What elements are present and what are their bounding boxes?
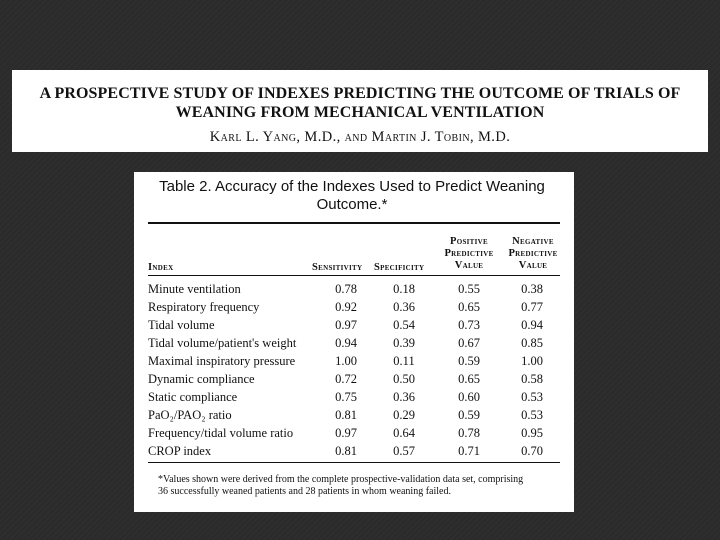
table-row: [148, 388, 560, 406]
paper-header: [12, 70, 708, 152]
cell-specificity: 0.54: [393, 318, 415, 332]
cell-npv: 0.77: [521, 300, 543, 314]
cell-index: Maximal inspiratory pressure: [148, 354, 296, 368]
cell-ppv: 0.73: [458, 318, 480, 332]
header-index: Index: [148, 262, 174, 273]
cell-sensitivity: 0.94: [335, 336, 357, 350]
table-figure: [134, 172, 574, 512]
cell-index: Dynamic compliance: [148, 372, 255, 386]
table-bottom-rule: [148, 462, 560, 463]
cell-specificity: 0.18: [393, 282, 415, 296]
cell-ppv: 0.55: [458, 282, 480, 296]
cell-sensitivity: 1.00: [335, 354, 357, 368]
cell-sensitivity: 0.81: [335, 408, 357, 422]
cell-ppv: 0.59: [458, 408, 480, 422]
paper-title: [12, 70, 708, 122]
cell-specificity: 0.64: [393, 426, 415, 440]
table-header-rule: [148, 275, 560, 276]
cell-sensitivity: 0.75: [335, 390, 357, 404]
cell-npv: 1.00: [521, 354, 543, 368]
header-ppv: [434, 236, 504, 272]
cell-ppv: 0.67: [458, 336, 480, 350]
cell-ppv: 0.65: [458, 372, 480, 386]
cell-ppv: 0.65: [458, 300, 480, 314]
table-row: [148, 406, 560, 424]
header-ppv-line2: Predictive: [444, 248, 494, 259]
table-row: [148, 334, 560, 352]
table-row: [148, 424, 560, 442]
cell-ppv: 0.59: [458, 354, 480, 368]
header-npv-line3: Value: [518, 260, 548, 271]
cell-index: PaO₂/PAO₂ ratio: [148, 408, 232, 422]
cell-specificity: 0.57: [393, 444, 415, 458]
cell-npv: 0.38: [521, 282, 543, 296]
cell-npv: 0.58: [521, 372, 543, 386]
table-row: [148, 370, 560, 388]
cell-sensitivity: 0.78: [335, 282, 357, 296]
cell-npv: 0.85: [521, 336, 543, 350]
cell-index: CROP index: [148, 444, 212, 458]
cell-specificity: 0.50: [393, 372, 415, 386]
paper-authors: Karl L. Yang, M.D., and Martin J. Tobin, M.D.: [209, 129, 511, 145]
cell-sensitivity: 0.81: [335, 444, 357, 458]
table-caption: [142, 172, 562, 214]
cell-sensitivity: 0.92: [335, 300, 357, 314]
cell-ppv: 0.71: [458, 444, 480, 458]
cell-specificity: 0.39: [393, 336, 415, 350]
cell-index: Frequency/tidal volume ratio: [148, 426, 294, 440]
cell-specificity: 0.11: [393, 354, 415, 368]
header-npv-line2: Predictive: [508, 248, 558, 259]
header-npv-line1: Negative: [512, 236, 554, 247]
footnote-line2: 36 successfully weaned patients and 28 patients in whom weaning failed.: [158, 486, 451, 497]
cell-ppv: 0.60: [458, 390, 480, 404]
cell-sensitivity: 0.72: [335, 372, 357, 386]
table-caption-line2: Outcome.*: [316, 196, 388, 213]
cell-index: Tidal volume: [148, 318, 215, 332]
table-top-rule: [148, 222, 560, 224]
table-row: [148, 442, 560, 460]
paper-title-line2: WEANING FROM MECHANICAL VENTILATION: [175, 104, 545, 121]
cell-npv: 0.95: [521, 426, 543, 440]
table-body: [148, 280, 560, 460]
cell-index: Minute ventilation: [148, 282, 241, 296]
cell-index: Respiratory frequency: [148, 300, 260, 314]
footnote-line1: *Values shown were derived from the complete prospective-validation data set, comprising: [158, 474, 524, 485]
cell-ppv: 0.78: [458, 426, 480, 440]
header-npv: [498, 236, 568, 272]
table-row: [148, 316, 560, 334]
cell-sensitivity: 0.97: [335, 318, 357, 332]
cell-specificity: 0.29: [393, 408, 415, 422]
cell-npv: 0.53: [521, 408, 543, 422]
table-footnote: [158, 474, 558, 498]
header-sensitivity: Sensitivity: [312, 262, 363, 273]
header-ppv-line3: Value: [454, 260, 484, 271]
cell-npv: 0.94: [521, 318, 543, 332]
cell-sensitivity: 0.97: [335, 426, 357, 440]
table-row: [148, 352, 560, 370]
table-row: [148, 298, 560, 316]
cell-specificity: 0.36: [393, 390, 415, 404]
cell-npv: 0.53: [521, 390, 543, 404]
cell-index: Tidal volume/patient's weight: [148, 336, 297, 350]
table-row: [148, 280, 560, 298]
cell-npv: 0.70: [521, 444, 543, 458]
cell-index: Static compliance: [148, 390, 238, 404]
header-ppv-line1: Positive: [450, 236, 488, 247]
table-caption-line1: Table 2. Accuracy of the Indexes Used to Predict Weaning: [159, 178, 545, 195]
paper-title-line1: A PROSPECTIVE STUDY OF INDEXES PREDICTING THE OUTCOME OF TRIALS OF: [39, 85, 681, 102]
header-specificity: Specificity: [374, 262, 425, 273]
cell-specificity: 0.36: [393, 300, 415, 314]
